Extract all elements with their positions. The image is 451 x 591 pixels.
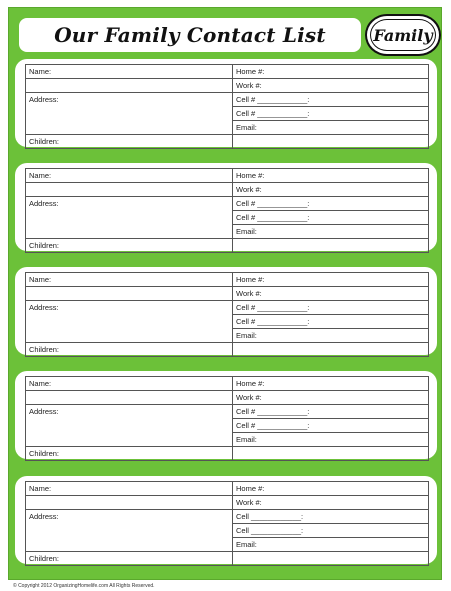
email-label: Email:	[236, 331, 257, 340]
name-field[interactable]	[26, 273, 233, 287]
contact-card-5	[15, 476, 437, 564]
cell-phone-field-1[interactable]	[233, 510, 429, 524]
name-label: Name:	[29, 67, 52, 76]
name-field-line[interactable]	[26, 496, 233, 510]
cell-label-2: Cell # ____________:	[236, 213, 310, 222]
children-field[interactable]	[26, 135, 233, 149]
children-field[interactable]	[26, 552, 233, 566]
cell-phone-field-2[interactable]	[233, 419, 429, 433]
work-label: Work #:	[236, 498, 262, 507]
cell-phone-field-2[interactable]	[233, 107, 429, 121]
home-label: Home #:	[236, 379, 265, 388]
contact-form-5	[25, 481, 429, 566]
cell-label-1: Cell ____________:	[236, 512, 304, 521]
name-field[interactable]	[26, 65, 233, 79]
work-label: Work #:	[236, 81, 262, 90]
name-label: Name:	[29, 484, 52, 493]
children-field[interactable]	[26, 239, 233, 253]
email-field[interactable]	[233, 121, 429, 135]
email-field[interactable]	[233, 433, 429, 447]
address-field-line-2[interactable]	[26, 315, 233, 329]
name-field-line[interactable]	[26, 287, 233, 301]
children-label: Children:	[29, 345, 60, 354]
work-label: Work #:	[236, 185, 262, 194]
address-field-line-2[interactable]	[26, 107, 233, 121]
address-field[interactable]	[26, 301, 233, 315]
family-badge	[365, 14, 441, 56]
home-phone-field[interactable]	[233, 273, 429, 287]
work-label: Work #:	[236, 393, 262, 402]
name-field-line[interactable]	[26, 183, 233, 197]
cell-phone-field-2[interactable]	[233, 524, 429, 538]
home-label: Home #:	[236, 275, 265, 284]
work-phone-field[interactable]	[233, 287, 429, 301]
children-label: Children:	[29, 137, 60, 146]
address-field[interactable]	[26, 197, 233, 211]
address-field-line-3[interactable]	[26, 433, 233, 447]
children-label: Children:	[29, 241, 60, 250]
page-title: Our Family Contact List	[54, 23, 326, 47]
title-banner	[19, 18, 361, 52]
home-phone-field[interactable]	[233, 482, 429, 496]
home-label: Home #:	[236, 67, 265, 76]
address-label: Address:	[29, 199, 59, 209]
cell-phone-field-1[interactable]	[233, 301, 429, 315]
email-label: Email:	[236, 435, 257, 444]
contact-card-3	[15, 267, 437, 355]
work-phone-field[interactable]	[233, 79, 429, 93]
name-field[interactable]	[26, 169, 233, 183]
address-field-line-2[interactable]	[26, 211, 233, 225]
email-label: Email:	[236, 540, 257, 549]
name-field[interactable]	[26, 377, 233, 391]
children-extra-field[interactable]	[233, 447, 429, 461]
children-extra-field[interactable]	[233, 552, 429, 566]
contact-card-2	[15, 163, 437, 251]
home-phone-field[interactable]	[233, 377, 429, 391]
address-field-line-3[interactable]	[26, 538, 233, 552]
contact-list-page	[8, 7, 442, 580]
address-field-line-2[interactable]	[26, 524, 233, 538]
address-label: Address:	[29, 407, 59, 417]
name-label: Name:	[29, 275, 52, 284]
home-label: Home #:	[236, 171, 265, 180]
name-field-line[interactable]	[26, 79, 233, 93]
work-phone-field[interactable]	[233, 183, 429, 197]
name-label: Name:	[29, 171, 52, 180]
copyright-notice: © Copyright 2012 OrganizingHomelife.com All Rights Reserved.	[13, 583, 155, 589]
email-field[interactable]	[233, 329, 429, 343]
work-phone-field[interactable]	[233, 391, 429, 405]
cell-label-2: Cell ____________:	[236, 526, 304, 535]
address-label: Address:	[29, 303, 59, 313]
cell-label-1: Cell # ____________:	[236, 95, 310, 104]
address-field[interactable]	[26, 510, 233, 524]
children-extra-field[interactable]	[233, 343, 429, 357]
children-extra-field[interactable]	[233, 239, 429, 253]
cell-phone-field-1[interactable]	[233, 197, 429, 211]
cell-label-2: Cell # ____________:	[236, 421, 310, 430]
cell-label-1: Cell # ____________:	[236, 303, 310, 312]
children-field[interactable]	[26, 343, 233, 357]
address-field-line-2[interactable]	[26, 419, 233, 433]
children-extra-field[interactable]	[233, 135, 429, 149]
work-phone-field[interactable]	[233, 496, 429, 510]
children-label: Children:	[29, 554, 60, 563]
address-field-line-3[interactable]	[26, 121, 233, 135]
cell-label-2: Cell # ____________:	[236, 109, 310, 118]
email-label: Email:	[236, 123, 257, 132]
badge-label: Family	[373, 25, 433, 45]
cell-phone-field-2[interactable]	[233, 315, 429, 329]
cell-phone-field-1[interactable]	[233, 93, 429, 107]
contact-card-4	[15, 371, 437, 459]
home-phone-field[interactable]	[233, 65, 429, 79]
address-field[interactable]	[26, 93, 233, 107]
email-field[interactable]	[233, 538, 429, 552]
address-field[interactable]	[26, 405, 233, 419]
contact-form-3	[25, 272, 429, 357]
cell-label-2: Cell # ____________:	[236, 317, 310, 326]
work-label: Work #:	[236, 289, 262, 298]
home-label: Home #:	[236, 484, 265, 493]
address-label: Address:	[29, 512, 59, 522]
cell-phone-field-1[interactable]	[233, 405, 429, 419]
children-label: Children:	[29, 449, 60, 458]
children-field[interactable]	[26, 447, 233, 461]
contact-form-2	[25, 168, 429, 253]
name-field-line[interactable]	[26, 391, 233, 405]
address-field-line-3[interactable]	[26, 225, 233, 239]
address-label: Address:	[29, 95, 59, 105]
address-field-line-3[interactable]	[26, 329, 233, 343]
email-field[interactable]	[233, 225, 429, 239]
contact-form-1	[25, 64, 429, 149]
cell-label-1: Cell # ____________:	[236, 199, 310, 208]
contact-form-4	[25, 376, 429, 461]
home-phone-field[interactable]	[233, 169, 429, 183]
cell-label-1: Cell # ____________:	[236, 407, 310, 416]
contact-card-1	[15, 59, 437, 147]
name-field[interactable]	[26, 482, 233, 496]
cell-phone-field-2[interactable]	[233, 211, 429, 225]
name-label: Name:	[29, 379, 52, 388]
email-label: Email:	[236, 227, 257, 236]
